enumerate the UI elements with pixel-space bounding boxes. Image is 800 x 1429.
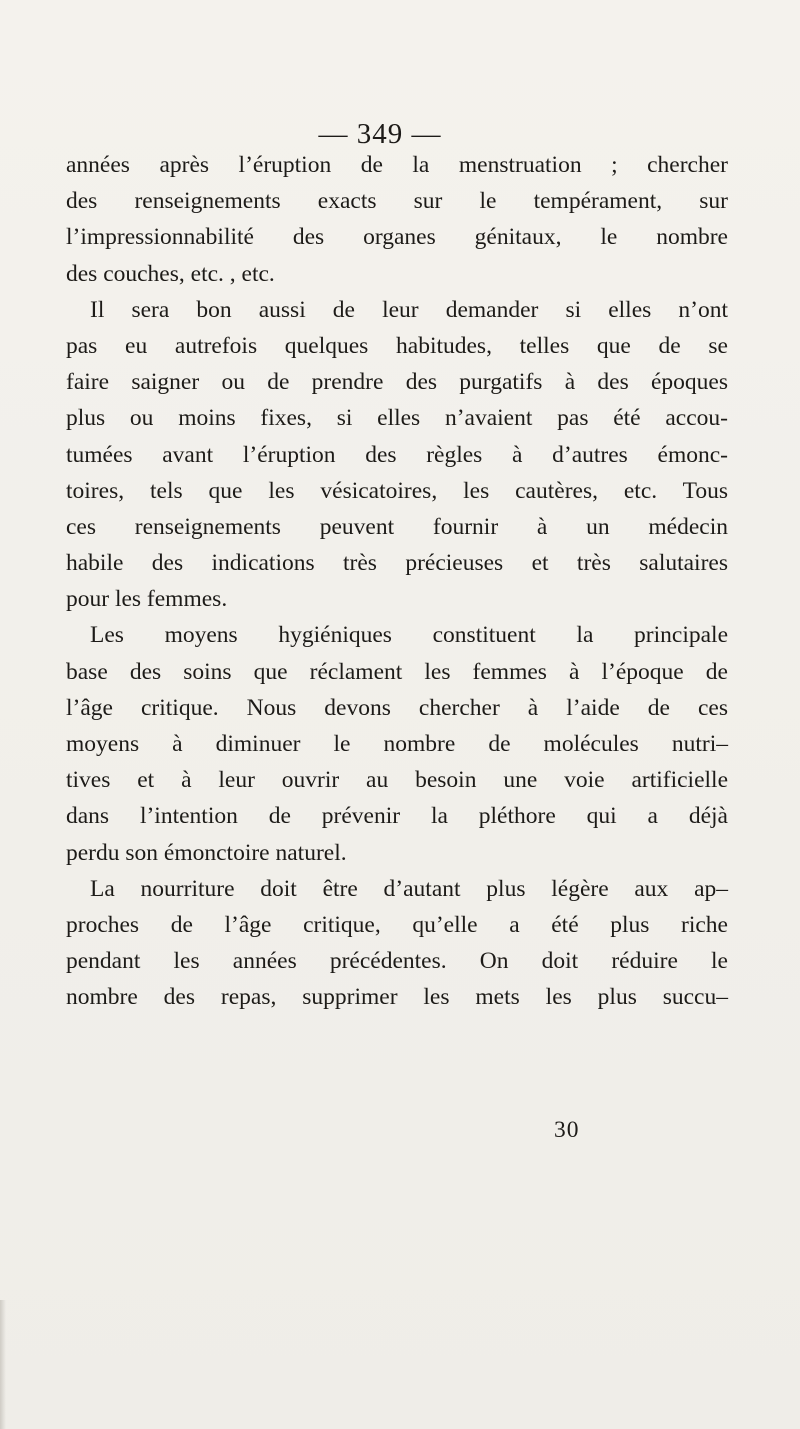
signature-mark: 30 — [554, 1117, 580, 1143]
text-line: nombre des repas, supprimer les mets les plus succu– — [66, 984, 728, 1011]
text-line: ces renseignements peuvent fournir à un médecin — [66, 513, 728, 540]
text-line: tives et à leur ouvrir au besoin une voie artificielle — [66, 767, 728, 794]
text-line: tumées avant l’éruption des règles à d’autres émonc- — [66, 441, 728, 468]
text-line: base des soins que réclament les femmes à l’époque de — [66, 658, 728, 685]
text-line: Les moyens hygiéniques constituent la principale — [90, 622, 728, 649]
text-line: plus ou moins fixes, si elles n’avaient pas été accou- — [66, 405, 728, 432]
text-line: pendant les années précédentes. On doit réduire le — [66, 948, 728, 975]
text-line: pas eu autrefois quelques habitudes, telles que de se — [66, 332, 728, 359]
text-line: Il sera bon aussi de leur demander si elles n’ont — [90, 296, 728, 323]
text-line: proches de l’âge critique, qu’elle a été plus riche — [66, 911, 728, 938]
text-line: faire saigner ou de prendre des purgatifs à des époques — [66, 369, 728, 396]
text-line: moyens à diminuer le nombre de molécules nutri– — [66, 731, 728, 757]
text-line: La nourriture doit être d’autant plus légère aux ap– — [90, 875, 728, 902]
text-line: habile des indications très précieuses et très salutaires — [66, 550, 728, 577]
page-number-header: — 349 — — [318, 118, 442, 150]
text-line: l’impressionnabilité des organes génitaux, le nombre — [66, 224, 728, 251]
text-line: l’âge critique. Nous devons chercher à l’aide de ces — [66, 694, 728, 721]
text-line: perdu son émonctoire naturel. — [66, 839, 347, 866]
text-line: années après l’éruption de la menstruation ; chercher — [66, 152, 728, 178]
text-line: toires, tels que les vésicatoires, les cautères, etc. Tous — [66, 477, 728, 504]
text-line: dans l’intention de prévenir la pléthore qui a déjà — [66, 803, 728, 830]
text-line: des renseignements exacts sur le tempérament, sur — [66, 188, 728, 215]
text-line: des couches, etc. , etc. — [66, 260, 275, 287]
page-edge-shadow — [0, 1300, 6, 1429]
body-text — [66, 147, 728, 1016]
text-line: pour les femmes. — [66, 586, 228, 613]
